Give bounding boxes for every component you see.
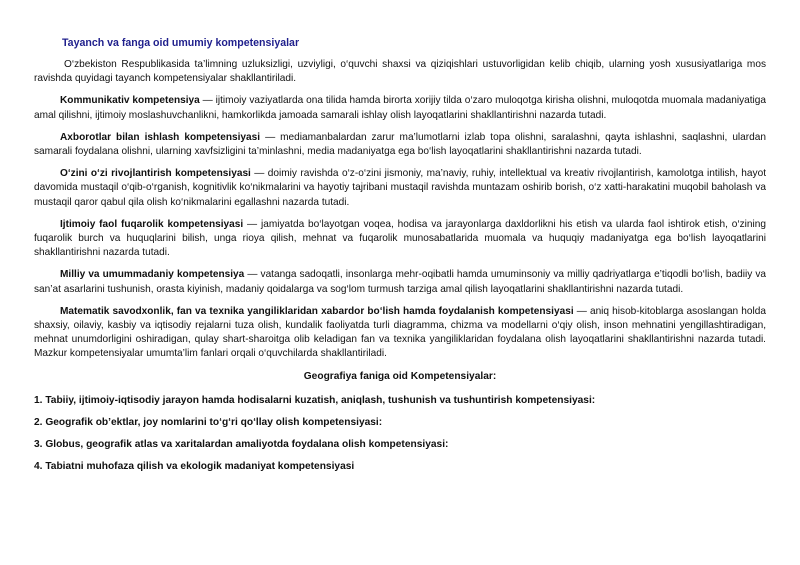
competency-term: Axborotlar bilan ishlash kompetensiyasi [60,131,261,143]
competency-text: — mediamanbalardan zarur ma’lumotlarni izlab topa olishni, saralashni, qayta ishlashni, saqlashni, ulardan samarali foydalana olishni, ularning xavfsizligini ta’minlashni, media madaniyatga ega bo‘lish layoqatlarini shakllantirishni nazarda tutadi. [34,131,766,158]
competency-term: Ijtimoiy faol fuqarolik kompetensiyasi [60,218,244,230]
competency-term: O‘zini o‘zi rivojlantirish kompetensiyasi [60,168,251,180]
competency-paragraph [34,131,766,159]
competency-term: Milliy va umummadaniy kompetensiya [60,269,245,281]
competency-paragraph [34,218,766,261]
competency-text: — doimiy ravishda o‘z-o‘zini jismoniy, ma’naviy, ruhiy, intellektual va kreativ rivojlantirish, kamolotga intilish, hayot davomida mustaqil o‘qib-o‘rganish, kognitivlik ko‘nikmalarini va hayotiy tajribani mustaqil ravishda muntazam oshirib borish, o‘z xatti-harakatini muqobil baholash va mustaqil qaror qabul qila olish ko‘nikmalarini egallashni nazarda tutadi. [34,168,767,208]
subject-heading: Geografiya faniga oid Kompetensiyalar: [303,370,497,382]
competency-text: — vatanga sadoqatli, insonlarga mehr-oqibatli hamda umuminsoniy va milliy qadriyatlarga e’tiqodli bo‘lish, badiiy va san’at asarlarini tushunish, orasta kiyinish, madaniy qoidalarga va sog‘lom turmush tarziga amal qilish layoqatlarini shakllantirishni nazarda tutadi. [34,269,766,295]
subject-list-item: 3. Globus, geografik atlas va xaritalardan amaliyotda foydalana olish kompetensiyasi: [34,438,449,450]
subject-list-item: 1. Tabiiy, ijtimoiy-iqtisodiy jarayon hamda hodisalarni kuzatish, aniqlash, tushunish va tushuntirish kompetensiyasi: [34,394,596,406]
subject-list-item: 4. Tabiatni muhofaza qilish va ekologik madaniyat kompetensiyasi [34,460,355,472]
competency-term: Kommunikativ kompetensiya [60,95,200,107]
competency-paragraph [34,268,766,296]
competency-text: — jamiyatda bo‘layotgan voqea, hodisa va jarayonlarga daxldorlikni his etish va ularda faol ishtirok etish, o‘zining fuqarolik burch va huquqlarini bilish, unga rioya qilish, mehnat va fuqarolik munosabatlarida muomala va huquqiy madaniyatga ega bo‘lish layoqatlarini shakllantirishni nazarda tutadi. [34,218,766,259]
subject-list-item: 2. Geografik ob’ektlar, joy nomlarini to‘g‘ri qo‘llay olish kompetensiyasi: [34,416,383,428]
competency-paragraph [34,305,766,362]
document-title: Tayanch va fanga oid umumiy kompetensiyalar [62,37,300,49]
competency-paragraph [34,94,766,122]
competency-text: — aniq hisob-kitoblarga asoslangan holda shaxsiy, oilaviy, kasbiy va iqtisodiy rejalarni tuza olish, kundalik faoliyatda turli diagramma, chizma va modellarni o‘qiy olish, inson mehnatini yengillashtiradigan, mehnat unumdorligini oshiradigan, qulay shart-sharoitga olib keladigan fan va texnika yangiliklaridan foydalana olish layoqatlarini shakllantirishni nazarda tutadi. Mazkur kompetensiyalar umumta’lim fanlari orqali o‘quvchilarda shakllantiriladi. [34,305,766,360]
competency-paragraph [34,167,766,210]
competency-text: — ijtimoiy vaziyatlarda ona tilida hamda birorta xorijiy tilda o‘zaro muloqotga kirisha olishni, muloqotda muomala madaniyatiga amal qilishni, ijtimoiy moslashuvchanlikni, hamkorlikda jamoada samarali ishlay olish layoqatlarini shakllantirishni nazarda tutadi. [34,95,767,121]
intro-paragraph: O‘zbekiston Respublikasida ta’limning uzluksizligi, uzviyligi, o‘quvchi shaxsi va qiziqishlari ustuvorligidan kelib chiqib, ularning yosh xususiyatlariga mos ravishda quyidagi tayanch kompetensiyalar shakllantiriladi. [34,59,766,85]
competency-term: Matematik savodxonlik, fan va texnika yangiliklaridan xabardor bo‘lish hamda foydalanish kompetensiyasi [60,305,574,317]
